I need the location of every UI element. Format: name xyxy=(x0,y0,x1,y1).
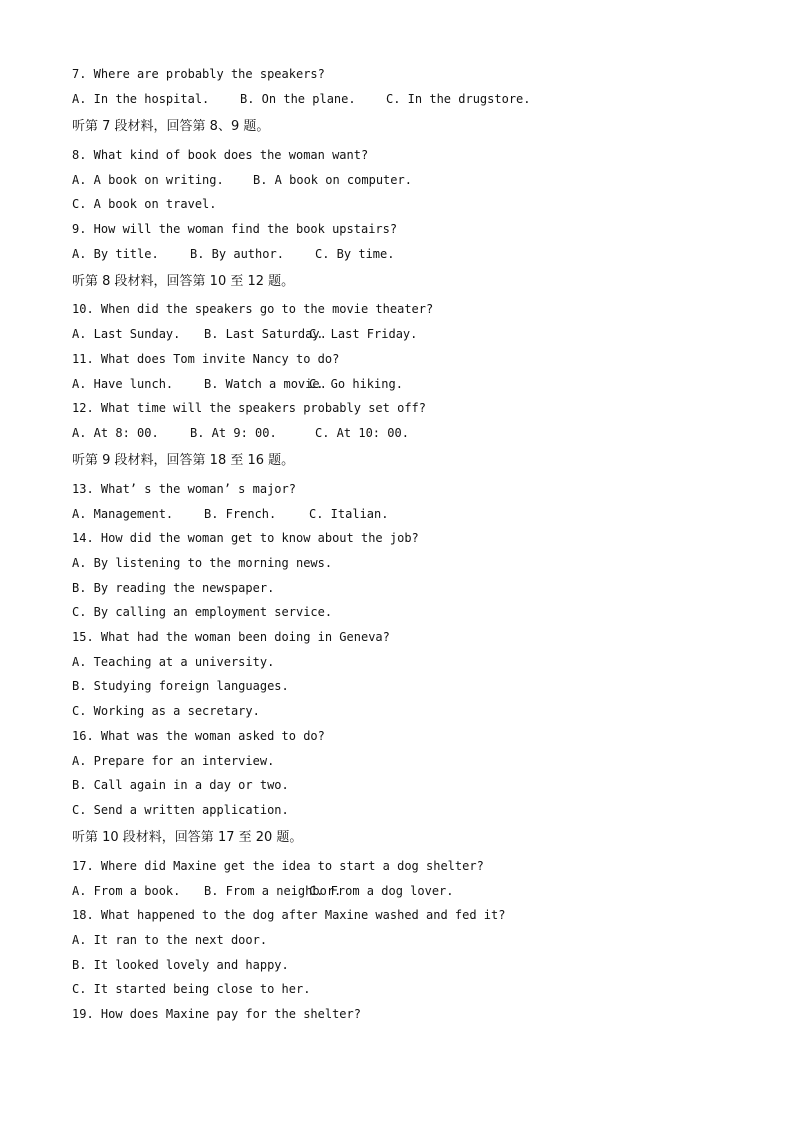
option-line: B. It looked lovely and happy. xyxy=(72,958,289,972)
option-line: C. It started being close to her. xyxy=(72,982,311,996)
option-line: C. Send a written application. xyxy=(72,803,289,817)
option-b: B. At 9: 00. xyxy=(190,426,277,440)
question-text: 8. What kind of book does the woman want? xyxy=(72,148,369,162)
question-text: 13. What’ s the woman’ s major? xyxy=(72,482,296,496)
question-text: 16. What was the woman asked to do? xyxy=(72,729,325,743)
option-line: B. Call again in a day or two. xyxy=(72,778,289,792)
option-a: A. A book on writing. xyxy=(72,173,224,187)
option-b: B. A book on computer. xyxy=(253,173,412,187)
option-a: A. From a book. xyxy=(72,884,181,898)
section-heading: 听第 7 段材料，回答第 8、9 题。 xyxy=(72,119,270,134)
option-line: A. By listening to the morning news. xyxy=(72,556,333,570)
question-text: 19. How does Maxine pay for the shelter? xyxy=(72,1007,361,1021)
option-b: B. Watch a movie. xyxy=(204,377,327,391)
question-text: 12. What time will the speakers probably set off? xyxy=(72,401,427,415)
question-text: 11. What does Tom invite Nancy to do? xyxy=(72,352,340,366)
question-text: 7. Where are probably the speakers? xyxy=(72,67,325,81)
option-b: B. French. xyxy=(204,507,277,521)
question-text: 14. How did the woman get to know about the job? xyxy=(72,531,419,545)
question-text: 17. Where did Maxine get the idea to start a dog shelter? xyxy=(72,859,484,873)
option-b: B. By author. xyxy=(190,247,284,261)
option-line: B. Studying foreign languages. xyxy=(72,679,289,693)
question-text: 9. How will the woman find the book upstairs? xyxy=(72,222,398,236)
section-heading: 听第 9 段材料，回答第 18 至 16 题。 xyxy=(72,453,295,468)
option-line: A. Teaching at a university. xyxy=(72,655,275,669)
option-b: B. On the plane. xyxy=(240,92,356,106)
option-c: C. Go hiking. xyxy=(309,377,403,391)
option-line: A. It ran to the next door. xyxy=(72,933,268,947)
section-heading: 听第 10 段材料，回答第 17 至 20 题。 xyxy=(72,830,303,845)
option-c: C. In the drugstore. xyxy=(386,92,531,106)
option-a: A. Have lunch. xyxy=(72,377,174,391)
option-line: A. Prepare for an interview. xyxy=(72,754,275,768)
question-text: 18. What happened to the dog after Maxine washed and fed it? xyxy=(72,908,506,922)
question-text: 10. When did the speakers go to the movie theater? xyxy=(72,302,434,316)
question-text: 15. What had the woman been doing in Geneva? xyxy=(72,630,390,644)
section-heading: 听第 8 段材料，回答第 10 至 12 题。 xyxy=(72,274,295,289)
option-c: C. At 10: 00. xyxy=(315,426,409,440)
option-c: C. From a dog lover. xyxy=(309,884,454,898)
option-c: C. By time. xyxy=(315,247,395,261)
option-a: A. In the hospital. xyxy=(72,92,210,106)
option-a: A. Management. xyxy=(72,507,174,521)
option-a: A. By title. xyxy=(72,247,159,261)
option-c: C. Last Friday. xyxy=(309,327,418,341)
option-c: C. Italian. xyxy=(309,507,389,521)
option-line: C. Working as a secretary. xyxy=(72,704,260,718)
option-a: A. At 8: 00. xyxy=(72,426,159,440)
option-line: C. A book on travel. xyxy=(72,197,217,211)
option-b: B. Last Saturday. xyxy=(204,327,327,341)
option-b: B. From a neighbor. xyxy=(204,884,342,898)
option-line: C. By calling an employment service. xyxy=(72,605,333,619)
option-line: B. By reading the newspaper. xyxy=(72,581,275,595)
option-a: A. Last Sunday. xyxy=(72,327,181,341)
